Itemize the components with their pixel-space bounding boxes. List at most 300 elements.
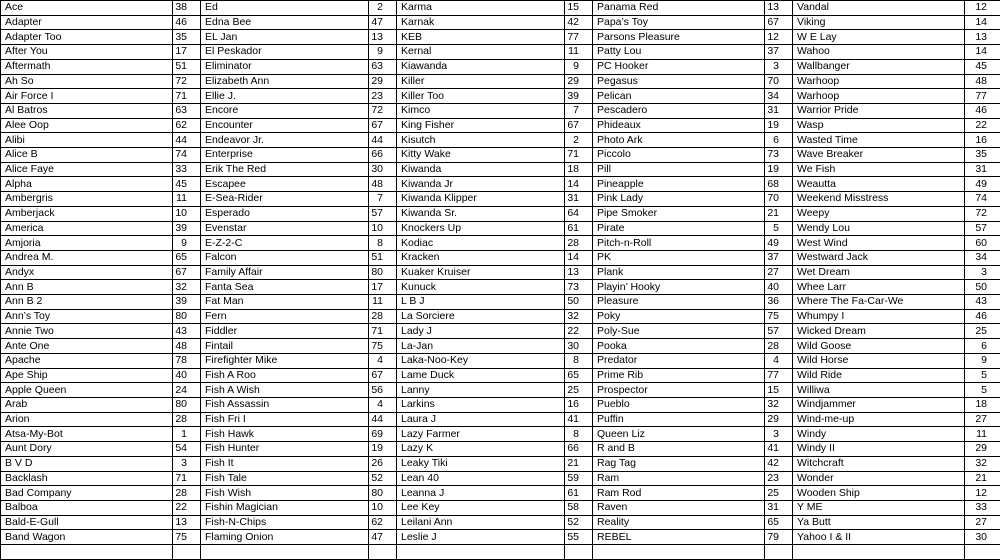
boat-name-cell: Leanna J bbox=[397, 486, 565, 501]
boat-number-cell: 25 bbox=[965, 324, 1000, 339]
boat-number-cell: 57 bbox=[765, 324, 793, 339]
boat-number-cell: 24 bbox=[173, 383, 201, 398]
boat-name-cell: Encore bbox=[201, 103, 369, 118]
boat-number-cell: 67 bbox=[173, 265, 201, 280]
boat-name-cell: Warrior Pride bbox=[793, 103, 965, 118]
boat-number-cell: 46 bbox=[965, 103, 1000, 118]
boat-name-cell: Piccolo bbox=[593, 148, 765, 163]
boat-number-cell: 33 bbox=[965, 500, 1000, 515]
boat-number-cell: 48 bbox=[965, 74, 1000, 89]
table-row bbox=[1, 59, 1000, 74]
boat-name-cell: Queen Liz bbox=[593, 427, 765, 442]
boat-number-cell: 40 bbox=[765, 280, 793, 295]
boat-number-cell: 49 bbox=[965, 177, 1000, 192]
boat-number-cell: 66 bbox=[369, 148, 397, 163]
boat-name-cell: After You bbox=[1, 45, 173, 60]
boat-name-cell: REBEL bbox=[593, 530, 765, 545]
boat-name-cell: Falcon bbox=[201, 250, 369, 265]
boat-name-cell: La Sorciere bbox=[397, 309, 565, 324]
boat-name-cell: PK bbox=[593, 250, 765, 265]
table-row bbox=[1, 530, 1000, 545]
boat-name-cell: Lame Duck bbox=[397, 368, 565, 383]
table-row bbox=[1, 177, 1000, 192]
table-row bbox=[1, 442, 1000, 457]
boat-number-cell: 57 bbox=[369, 206, 397, 221]
boat-name-cell: Alee Oop bbox=[1, 118, 173, 133]
boat-number-cell: 31 bbox=[565, 192, 593, 207]
boat-name-cell: Lee Key bbox=[397, 500, 565, 515]
boat-number-cell: 77 bbox=[965, 89, 1000, 104]
boat-name-cell: Aftermath bbox=[1, 59, 173, 74]
boat-number-cell: 46 bbox=[965, 309, 1000, 324]
boat-name-cell: Playin’ Hooky bbox=[593, 280, 765, 295]
boat-name-cell: Y ME bbox=[793, 500, 965, 515]
boat-number-cell: 19 bbox=[369, 442, 397, 457]
boat-name-cell: Annie Two bbox=[1, 324, 173, 339]
boat-name-cell: Ya Butt bbox=[793, 515, 965, 530]
boat-number-cell: 71 bbox=[369, 324, 397, 339]
boat-number-cell: 3 bbox=[765, 59, 793, 74]
boat-name-cell: Ann B bbox=[1, 280, 173, 295]
boat-name-cell bbox=[201, 545, 369, 560]
boat-number-cell: 51 bbox=[173, 59, 201, 74]
boat-name-cell: Ace bbox=[1, 1, 173, 16]
boat-number-cell: 15 bbox=[765, 383, 793, 398]
boat-name-cell: Pescadero bbox=[593, 103, 765, 118]
boat-name-cell: Bald-E-Gull bbox=[1, 515, 173, 530]
boat-number-cell: 13 bbox=[965, 30, 1000, 45]
boat-number-cell: 18 bbox=[965, 397, 1000, 412]
boat-number-cell: 5 bbox=[965, 383, 1000, 398]
boat-name-cell: King Fisher bbox=[397, 118, 565, 133]
boat-name-cell: Amjoria bbox=[1, 236, 173, 251]
boat-number-cell: 80 bbox=[369, 265, 397, 280]
boat-name-cell: Andyx bbox=[1, 265, 173, 280]
boat-number-cell: 52 bbox=[565, 515, 593, 530]
boat-number-cell: 14 bbox=[965, 15, 1000, 30]
boat-name-cell: Aunt Dory bbox=[1, 442, 173, 457]
boat-number-cell: 57 bbox=[965, 221, 1000, 236]
table-row bbox=[1, 471, 1000, 486]
boat-number-cell: 37 bbox=[765, 250, 793, 265]
boat-number-cell: 48 bbox=[369, 177, 397, 192]
boat-name-cell: Fiddler bbox=[201, 324, 369, 339]
boat-name-cell: Lean 40 bbox=[397, 471, 565, 486]
table-row bbox=[1, 397, 1000, 412]
boat-name-cell: Where The Fa-Car-We bbox=[793, 295, 965, 310]
boat-number-cell: 44 bbox=[369, 412, 397, 427]
boat-name-cell: Wasp bbox=[793, 118, 965, 133]
boat-number-cell: 62 bbox=[369, 515, 397, 530]
boat-number-cell: 80 bbox=[369, 486, 397, 501]
boat-number-cell: 75 bbox=[173, 530, 201, 545]
boat-number-cell: 5 bbox=[965, 368, 1000, 383]
boat-number-cell: 72 bbox=[173, 74, 201, 89]
table-row bbox=[1, 250, 1000, 265]
boat-number-cell: 1 bbox=[173, 427, 201, 442]
boat-name-cell bbox=[397, 545, 565, 560]
boat-name-cell: E-Z-2-C bbox=[201, 236, 369, 251]
boat-name-cell: Ann B 2 bbox=[1, 295, 173, 310]
boat-name-cell: Alpha bbox=[1, 177, 173, 192]
boat-name-cell: Windjammer bbox=[793, 397, 965, 412]
boat-number-cell: 74 bbox=[173, 148, 201, 163]
boat-number-cell bbox=[369, 545, 397, 560]
boat-name-cell: Encounter bbox=[201, 118, 369, 133]
boat-name-cell: Firefighter Mike bbox=[201, 353, 369, 368]
boat-number-cell bbox=[173, 545, 201, 560]
table-row bbox=[1, 456, 1000, 471]
boat-number-cell: 39 bbox=[565, 89, 593, 104]
boat-name-cell: Fish A Roo bbox=[201, 368, 369, 383]
boat-name-cell: Ram Rod bbox=[593, 486, 765, 501]
table-row bbox=[1, 221, 1000, 236]
boat-number-cell: 21 bbox=[765, 206, 793, 221]
boat-number-cell: 16 bbox=[965, 133, 1000, 148]
boat-name-cell: Pleasure bbox=[593, 295, 765, 310]
boat-number-cell: 27 bbox=[765, 265, 793, 280]
boat-name-cell: Ah So bbox=[1, 74, 173, 89]
boat-name-cell: Kimco bbox=[397, 103, 565, 118]
boat-name-cell: Warhoop bbox=[793, 74, 965, 89]
boat-number-cell: 78 bbox=[173, 353, 201, 368]
boat-number-cell: 44 bbox=[369, 133, 397, 148]
boat-number-cell: 28 bbox=[173, 412, 201, 427]
boat-name-cell: Weepy bbox=[793, 206, 965, 221]
table-row bbox=[1, 500, 1000, 515]
boat-number-cell: 50 bbox=[965, 280, 1000, 295]
boat-name-cell: Edna Bee bbox=[201, 15, 369, 30]
boat-number-cell: 46 bbox=[173, 15, 201, 30]
boat-number-cell: 8 bbox=[565, 427, 593, 442]
boat-number-cell: 23 bbox=[369, 89, 397, 104]
boat-number-cell: 17 bbox=[173, 45, 201, 60]
boat-number-cell: 3 bbox=[173, 456, 201, 471]
boat-name-cell: Fish Assassin bbox=[201, 397, 369, 412]
boat-name-cell: Al Batros bbox=[1, 103, 173, 118]
boat-name-cell: Viking bbox=[793, 15, 965, 30]
boat-name-cell: Fanta Sea bbox=[201, 280, 369, 295]
boat-name-cell: Kiwanda Klipper bbox=[397, 192, 565, 207]
boat-number-cell: 69 bbox=[369, 427, 397, 442]
boat-name-cell: Whumpy I bbox=[793, 309, 965, 324]
boat-name-cell: Kisutch bbox=[397, 133, 565, 148]
boat-number-cell: 59 bbox=[565, 471, 593, 486]
table-row bbox=[1, 295, 1000, 310]
boat-name-cell: Lazy Farmer bbox=[397, 427, 565, 442]
boat-number-cell: 73 bbox=[565, 280, 593, 295]
boat-number-cell: 40 bbox=[173, 368, 201, 383]
boat-number-cell: 34 bbox=[765, 89, 793, 104]
boat-number-cell: 66 bbox=[565, 442, 593, 457]
table-row bbox=[1, 486, 1000, 501]
table-body bbox=[1, 1, 1000, 560]
boat-name-cell: Adapter Too bbox=[1, 30, 173, 45]
boat-number-cell: 27 bbox=[965, 515, 1000, 530]
boat-name-cell: Alice B bbox=[1, 148, 173, 163]
boat-number-cell: 48 bbox=[173, 339, 201, 354]
boat-name-cell: La-Jan bbox=[397, 339, 565, 354]
boat-number-cell: 39 bbox=[173, 295, 201, 310]
boat-name-cell: Wonder bbox=[793, 471, 965, 486]
boat-name-cell: Ellie J. bbox=[201, 89, 369, 104]
table-row bbox=[1, 280, 1000, 295]
boat-number-cell: 9 bbox=[173, 236, 201, 251]
boat-number-cell: 79 bbox=[765, 530, 793, 545]
boat-name-cell: Rag Tag bbox=[593, 456, 765, 471]
boat-name-cell: Fish Hunter bbox=[201, 442, 369, 457]
boat-name-cell: Arab bbox=[1, 397, 173, 412]
boat-number-cell: 9 bbox=[965, 353, 1000, 368]
table-row bbox=[1, 45, 1000, 60]
table-row bbox=[1, 353, 1000, 368]
table-row bbox=[1, 324, 1000, 339]
boat-number-cell: 13 bbox=[565, 265, 593, 280]
boat-number-cell: 21 bbox=[965, 471, 1000, 486]
boat-name-cell: Fish Hawk bbox=[201, 427, 369, 442]
boat-number-cell: 80 bbox=[173, 309, 201, 324]
boat-number-cell: 29 bbox=[565, 74, 593, 89]
boat-number-cell: 29 bbox=[965, 442, 1000, 457]
boat-number-cell: 28 bbox=[765, 339, 793, 354]
boat-number-cell: 13 bbox=[369, 30, 397, 45]
boat-name-cell: Fern bbox=[201, 309, 369, 324]
boat-name-cell: Kitty Wake bbox=[397, 148, 565, 163]
boat-number-cell: 8 bbox=[565, 353, 593, 368]
boat-number-cell: 5 bbox=[765, 221, 793, 236]
boat-name-cell: Plank bbox=[593, 265, 765, 280]
boat-number-cell: 75 bbox=[369, 339, 397, 354]
boat-name-cell: Lady J bbox=[397, 324, 565, 339]
boat-name-cell: Wallbanger bbox=[793, 59, 965, 74]
boat-number-cell: 11 bbox=[173, 192, 201, 207]
boat-number-cell: 3 bbox=[765, 427, 793, 442]
boat-number-cell: 61 bbox=[565, 486, 593, 501]
table-row bbox=[1, 515, 1000, 530]
boat-number-cell: 65 bbox=[565, 368, 593, 383]
boat-number-cell: 28 bbox=[173, 486, 201, 501]
boat-name-cell: Kiwanda Sr. bbox=[397, 206, 565, 221]
boat-name-cell: Wicked Dream bbox=[793, 324, 965, 339]
boat-name-cell: We Fish bbox=[793, 162, 965, 177]
boat-name-cell: Balboa bbox=[1, 500, 173, 515]
boat-name-cell: EL Jan bbox=[201, 30, 369, 45]
boat-name-cell bbox=[793, 545, 965, 560]
boat-name-cell: Arion bbox=[1, 412, 173, 427]
boat-name-cell: Wild Goose bbox=[793, 339, 965, 354]
boat-name-cell: Poky bbox=[593, 309, 765, 324]
boat-name-cell: Weautta bbox=[793, 177, 965, 192]
boat-name-cell: Elizabeth Ann bbox=[201, 74, 369, 89]
table-row bbox=[1, 412, 1000, 427]
boat-name-cell: R and B bbox=[593, 442, 765, 457]
boat-number-cell: 71 bbox=[173, 89, 201, 104]
boat-name-cell: B V D bbox=[1, 456, 173, 471]
boat-name-cell: Ambergris bbox=[1, 192, 173, 207]
table-row bbox=[1, 206, 1000, 221]
boat-number-cell: 35 bbox=[173, 30, 201, 45]
boat-name-cell: Alibi bbox=[1, 133, 173, 148]
boat-number-cell: 19 bbox=[765, 118, 793, 133]
boat-number-cell: 45 bbox=[965, 59, 1000, 74]
boat-name-cell: Fat Man bbox=[201, 295, 369, 310]
boat-name-cell: Pooka bbox=[593, 339, 765, 354]
boat-name-cell: Warhoop bbox=[793, 89, 965, 104]
boat-number-cell: 2 bbox=[565, 133, 593, 148]
boat-name-cell: Predator bbox=[593, 353, 765, 368]
table-row bbox=[1, 265, 1000, 280]
boat-number-cell: 32 bbox=[965, 456, 1000, 471]
boat-number-cell: 70 bbox=[765, 192, 793, 207]
boat-name-cell: Raven bbox=[593, 500, 765, 515]
table-row bbox=[1, 339, 1000, 354]
boat-number-cell: 9 bbox=[565, 59, 593, 74]
boat-name-cell: Vandal bbox=[793, 1, 965, 16]
boat-name-cell: Karnak bbox=[397, 15, 565, 30]
boat-number-cell: 31 bbox=[765, 500, 793, 515]
boat-name-cell: W E Lay bbox=[793, 30, 965, 45]
boat-name-cell: Backlash bbox=[1, 471, 173, 486]
table-row bbox=[1, 15, 1000, 30]
boat-number-cell: 62 bbox=[173, 118, 201, 133]
boat-name-cell: Prime Rib bbox=[593, 368, 765, 383]
boat-number-cell: 75 bbox=[765, 309, 793, 324]
boat-number-cell: 56 bbox=[369, 383, 397, 398]
boat-name-cell: Amberjack bbox=[1, 206, 173, 221]
boat-name-cell: Flaming Onion bbox=[201, 530, 369, 545]
boat-name-cell: Lanny bbox=[397, 383, 565, 398]
boat-number-cell: 49 bbox=[765, 236, 793, 251]
boat-name-cell: L B J bbox=[397, 295, 565, 310]
boat-name-cell: Enterprise bbox=[201, 148, 369, 163]
boat-name-cell: Wet Dream bbox=[793, 265, 965, 280]
boat-name-cell: Wendy Lou bbox=[793, 221, 965, 236]
boat-number-cell: 63 bbox=[369, 59, 397, 74]
table-row bbox=[1, 192, 1000, 207]
boat-number-cell: 67 bbox=[765, 15, 793, 30]
boat-name-cell: Esperado bbox=[201, 206, 369, 221]
table-row bbox=[1, 74, 1000, 89]
boat-number-cell: 22 bbox=[965, 118, 1000, 133]
boat-name-cell: Ape Ship bbox=[1, 368, 173, 383]
boat-number-cell: 29 bbox=[369, 74, 397, 89]
boat-name-cell: Poly-Sue bbox=[593, 324, 765, 339]
boat-name-cell: El Peskador bbox=[201, 45, 369, 60]
boat-number-cell: 28 bbox=[369, 309, 397, 324]
boat-number-cell: 8 bbox=[369, 236, 397, 251]
boat-name-cell: West Wind bbox=[793, 236, 965, 251]
boat-name-cell: Phideaux bbox=[593, 118, 765, 133]
boat-name-cell: Knockers Up bbox=[397, 221, 565, 236]
table-row bbox=[1, 1, 1000, 16]
boat-number-cell: 6 bbox=[765, 133, 793, 148]
boat-name-cell: Kiawanda bbox=[397, 59, 565, 74]
boat-number-cell: 11 bbox=[965, 427, 1000, 442]
boat-name-cell: Fish Fri I bbox=[201, 412, 369, 427]
boat-name-cell: Apache bbox=[1, 353, 173, 368]
boat-name-cell: Pink Lady bbox=[593, 192, 765, 207]
boat-name-cell: Killer bbox=[397, 74, 565, 89]
boat-number-cell: 4 bbox=[369, 397, 397, 412]
boat-number-cell: 80 bbox=[173, 397, 201, 412]
boat-name-cell: Wild Ride bbox=[793, 368, 965, 383]
boat-number-cell: 11 bbox=[565, 45, 593, 60]
boat-name-cell: Fintail bbox=[201, 339, 369, 354]
boat-name-cell: Pelican bbox=[593, 89, 765, 104]
boat-name-cell: Kuaker Kruiser bbox=[397, 265, 565, 280]
boat-name-cell: Band Wagon bbox=[1, 530, 173, 545]
boat-name-cell: Fishin Magician bbox=[201, 500, 369, 515]
boat-number-cell: 39 bbox=[173, 221, 201, 236]
boat-number-cell: 61 bbox=[565, 221, 593, 236]
boat-name-cell: Karma bbox=[397, 1, 565, 16]
boat-number-cell bbox=[565, 545, 593, 560]
boat-number-cell: 30 bbox=[369, 162, 397, 177]
boat-name-cell: Kodiac bbox=[397, 236, 565, 251]
boat-name-cell: Leaky Tiki bbox=[397, 456, 565, 471]
boat-name-cell: Yahoo I & II bbox=[793, 530, 965, 545]
boat-number-cell: 72 bbox=[369, 103, 397, 118]
table-row bbox=[1, 162, 1000, 177]
table-row bbox=[1, 383, 1000, 398]
boat-number-cell: 21 bbox=[565, 456, 593, 471]
boat-number-cell: 67 bbox=[369, 368, 397, 383]
boat-number-cell: 26 bbox=[369, 456, 397, 471]
boat-number-cell: 27 bbox=[965, 412, 1000, 427]
boat-number-cell: 13 bbox=[173, 515, 201, 530]
boat-number-cell: 18 bbox=[565, 162, 593, 177]
boat-name-cell: Patty Lou bbox=[593, 45, 765, 60]
table-row bbox=[1, 427, 1000, 442]
boat-number-cell: 64 bbox=[565, 206, 593, 221]
boat-number-cell: 14 bbox=[565, 177, 593, 192]
boat-number-cell: 36 bbox=[765, 295, 793, 310]
boat-number-cell: 10 bbox=[369, 221, 397, 236]
boat-name-cell: Prospector bbox=[593, 383, 765, 398]
boat-number-cell: 22 bbox=[565, 324, 593, 339]
boat-number-cell: 15 bbox=[565, 1, 593, 16]
boat-number-cell: 29 bbox=[765, 412, 793, 427]
table-row bbox=[1, 118, 1000, 133]
boat-name-cell: PC Hooker bbox=[593, 59, 765, 74]
boat-name-cell: Puffin bbox=[593, 412, 765, 427]
table-row bbox=[1, 545, 1000, 560]
table-row bbox=[1, 30, 1000, 45]
boat-number-cell: 6 bbox=[965, 339, 1000, 354]
boat-number-cell: 60 bbox=[965, 236, 1000, 251]
boat-number-cell: 7 bbox=[369, 192, 397, 207]
boat-name-cell bbox=[1, 545, 173, 560]
boat-name-cell: Family Affair bbox=[201, 265, 369, 280]
boat-number-cell: 65 bbox=[173, 250, 201, 265]
boat-name-cell: Windy II bbox=[793, 442, 965, 457]
boat-name-cell: Alice Faye bbox=[1, 162, 173, 177]
boat-number-cell: 68 bbox=[765, 177, 793, 192]
boat-name-cell: Apple Queen bbox=[1, 383, 173, 398]
boat-number-cell: 16 bbox=[565, 397, 593, 412]
boat-number-cell: 10 bbox=[173, 206, 201, 221]
boat-name-cell: Windy bbox=[793, 427, 965, 442]
table-row bbox=[1, 148, 1000, 163]
boat-name-cell: Wind-me-up bbox=[793, 412, 965, 427]
boat-number-cell: 14 bbox=[565, 250, 593, 265]
boat-name-cell: Larkins bbox=[397, 397, 565, 412]
boat-name-cell: Leilani Ann bbox=[397, 515, 565, 530]
boat-name-cell: Evenstar bbox=[201, 221, 369, 236]
boat-name-cell: Laura J bbox=[397, 412, 565, 427]
boat-name-cell: Wahoo bbox=[793, 45, 965, 60]
boat-number-cell: 41 bbox=[565, 412, 593, 427]
